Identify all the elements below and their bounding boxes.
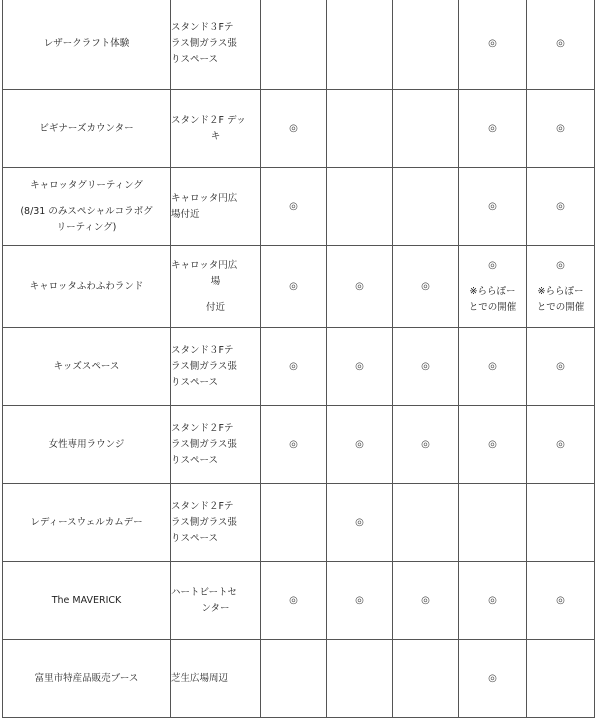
availability-mark: ◎ bbox=[488, 122, 497, 134]
event-name: ビギナーズカウンター bbox=[39, 122, 134, 134]
schedule-cell-5 bbox=[527, 90, 595, 168]
venue-line: キ bbox=[210, 130, 221, 142]
schedule-cell-3 bbox=[393, 640, 459, 718]
venue-cell bbox=[171, 90, 261, 168]
availability-mark: ◎ bbox=[355, 438, 364, 450]
schedule-cell-3 bbox=[393, 328, 459, 406]
schedule-cell-4 bbox=[459, 406, 527, 484]
availability-mark: ◎ bbox=[289, 438, 298, 450]
schedule-cell-5 bbox=[527, 246, 595, 328]
availability-mark: ◎ bbox=[289, 200, 298, 212]
schedule-cell-2 bbox=[327, 168, 393, 246]
venue-line: スタンド２F デッ bbox=[171, 114, 246, 126]
availability-mark: ◎ bbox=[488, 438, 497, 450]
availability-mark: ◎ bbox=[556, 259, 565, 271]
schedule-cell-5 bbox=[527, 0, 595, 90]
venue-line: ンター bbox=[201, 602, 230, 614]
table-row bbox=[3, 484, 595, 562]
schedule-cell-4 bbox=[459, 640, 527, 718]
schedule-cell-3 bbox=[393, 0, 459, 90]
event-name: レディースウェルカムデー bbox=[30, 516, 143, 528]
event-name: レザークラフト体験 bbox=[43, 38, 130, 49]
table-row bbox=[3, 246, 595, 328]
event-name-cell bbox=[3, 168, 171, 246]
venue-cell bbox=[171, 168, 261, 246]
venue-line: 場付近 bbox=[171, 208, 200, 220]
schedule-cell-5 bbox=[527, 406, 595, 484]
venue-note: とでの開催 bbox=[468, 301, 517, 313]
venue-line: りスペース bbox=[171, 532, 219, 544]
availability-mark: ◎ bbox=[421, 438, 430, 450]
schedule-cell-3 bbox=[393, 406, 459, 484]
schedule-cell-1 bbox=[261, 484, 327, 562]
availability-mark: ◎ bbox=[289, 280, 298, 292]
availability-mark: ◎ bbox=[488, 360, 497, 372]
event-name: キャロッタふわふわランド bbox=[29, 280, 144, 292]
schedule-cell-2 bbox=[327, 328, 393, 406]
availability-mark: ◎ bbox=[556, 122, 565, 134]
venue-line: ハートビートセ bbox=[171, 586, 237, 598]
availability-mark: ◎ bbox=[289, 122, 298, 134]
availability-mark: ◎ bbox=[289, 594, 298, 606]
event-name-cell bbox=[3, 484, 171, 562]
venue-line: キャロッタ円広 bbox=[171, 259, 238, 271]
venue-line: スタンド２Fテ bbox=[171, 422, 234, 434]
schedule-cell-3 bbox=[393, 562, 459, 640]
event-schedule-table bbox=[2, 0, 595, 718]
venue-note: ※ららぽー bbox=[469, 285, 516, 297]
schedule-cell-2 bbox=[327, 562, 393, 640]
venue-cell bbox=[171, 328, 261, 406]
schedule-cell-2 bbox=[327, 246, 393, 328]
table-row bbox=[3, 0, 595, 90]
event-name-note: (8/31 のみスペシャルコラボグ bbox=[20, 205, 153, 217]
schedule-cell-1 bbox=[261, 90, 327, 168]
availability-mark: ◎ bbox=[488, 38, 497, 49]
availability-mark: ◎ bbox=[421, 594, 430, 606]
schedule-cell-4 bbox=[459, 484, 527, 562]
schedule-cell-3 bbox=[393, 484, 459, 562]
event-name-cell bbox=[3, 90, 171, 168]
event-name-cell bbox=[3, 0, 171, 90]
venue-cell bbox=[171, 484, 261, 562]
availability-mark: ◎ bbox=[289, 360, 298, 372]
availability-mark: ◎ bbox=[556, 594, 565, 606]
venue-line: 付近 bbox=[205, 301, 225, 313]
venue-line: りスペース bbox=[171, 54, 219, 65]
availability-mark: ◎ bbox=[556, 200, 565, 212]
event-name-cell bbox=[3, 246, 171, 328]
schedule-cell-3 bbox=[393, 168, 459, 246]
venue-line: キャロッタ円広 bbox=[171, 192, 238, 204]
venue-line: 場 bbox=[210, 275, 221, 287]
venue-cell bbox=[171, 246, 261, 328]
venue-line: ラス側ガラス張 bbox=[171, 438, 237, 450]
schedule-cell-1 bbox=[261, 406, 327, 484]
availability-mark: ◎ bbox=[355, 516, 364, 528]
availability-mark: ◎ bbox=[355, 360, 364, 372]
venue-line: ラス側ガラス張 bbox=[171, 38, 237, 49]
table-row bbox=[3, 406, 595, 484]
schedule-cell-1 bbox=[261, 0, 327, 90]
schedule-cell-1 bbox=[261, 562, 327, 640]
venue-note: とでの開催 bbox=[536, 301, 585, 313]
schedule-cell-1 bbox=[261, 640, 327, 718]
event-name: The MAVERICK bbox=[51, 594, 122, 606]
availability-mark: ◎ bbox=[556, 438, 565, 450]
schedule-cell-1 bbox=[261, 328, 327, 406]
table-row bbox=[3, 328, 595, 406]
schedule-cell-1 bbox=[261, 246, 327, 328]
event-name-cell bbox=[3, 328, 171, 406]
event-name: 女性専用ラウンジ bbox=[48, 438, 125, 450]
availability-mark: ◎ bbox=[421, 280, 430, 292]
schedule-cell-5 bbox=[527, 168, 595, 246]
venue-line: スタンド３Fテ bbox=[171, 344, 234, 356]
schedule-cell-5 bbox=[527, 640, 595, 718]
venue-cell bbox=[171, 640, 261, 718]
schedule-cell-4 bbox=[459, 328, 527, 406]
schedule-cell-2 bbox=[327, 0, 393, 90]
availability-mark: ◎ bbox=[488, 200, 497, 212]
schedule-cell-4 bbox=[459, 168, 527, 246]
venue-line: スタンド２Fテ bbox=[171, 500, 234, 512]
event-name-cell bbox=[3, 406, 171, 484]
venue-note: ※ららぽー bbox=[537, 285, 584, 297]
schedule-cell-4 bbox=[459, 90, 527, 168]
event-name: キッズスペース bbox=[53, 360, 120, 372]
availability-mark: ◎ bbox=[488, 259, 497, 271]
schedule-cell-3 bbox=[393, 90, 459, 168]
venue-cell bbox=[171, 406, 261, 484]
venue-line: ラス側ガラス張 bbox=[171, 516, 237, 528]
schedule-cell-4 bbox=[459, 0, 527, 90]
event-name: キャロッタグリーティング bbox=[30, 179, 143, 191]
event-name-cell bbox=[3, 562, 171, 640]
venue-cell bbox=[171, 562, 261, 640]
schedule-cell-5 bbox=[527, 328, 595, 406]
venue-line: ラス側ガラス張 bbox=[171, 360, 237, 372]
venue-line: 芝生広場周辺 bbox=[171, 672, 229, 684]
schedule-cell-2 bbox=[327, 484, 393, 562]
availability-mark: ◎ bbox=[556, 360, 565, 372]
availability-mark: ◎ bbox=[355, 280, 364, 292]
schedule-cell-4 bbox=[459, 562, 527, 640]
schedule-cell-2 bbox=[327, 406, 393, 484]
table-row bbox=[3, 90, 595, 168]
schedule-cell-4 bbox=[459, 246, 527, 328]
schedule-cell-1 bbox=[261, 168, 327, 246]
schedule-cell-5 bbox=[527, 562, 595, 640]
availability-mark: ◎ bbox=[488, 594, 497, 606]
venue-cell bbox=[171, 0, 261, 90]
event-name-note: リーティング) bbox=[56, 221, 117, 233]
availability-mark: ◎ bbox=[355, 594, 364, 606]
table-row bbox=[3, 168, 595, 246]
venue-line: りスペース bbox=[171, 376, 219, 388]
venue-line: スタンド３Fテ bbox=[171, 22, 234, 33]
schedule-cell-2 bbox=[327, 640, 393, 718]
availability-mark: ◎ bbox=[488, 672, 497, 684]
schedule-cell-3 bbox=[393, 246, 459, 328]
schedule-cell-5 bbox=[527, 484, 595, 562]
availability-mark: ◎ bbox=[556, 38, 565, 49]
table-row bbox=[3, 562, 595, 640]
event-name-cell bbox=[3, 640, 171, 718]
schedule-cell-2 bbox=[327, 90, 393, 168]
event-name: 富里市特産品販売ブース bbox=[34, 672, 139, 684]
availability-mark: ◎ bbox=[421, 360, 430, 372]
venue-line: りスペース bbox=[171, 454, 219, 466]
table-row bbox=[3, 640, 595, 718]
